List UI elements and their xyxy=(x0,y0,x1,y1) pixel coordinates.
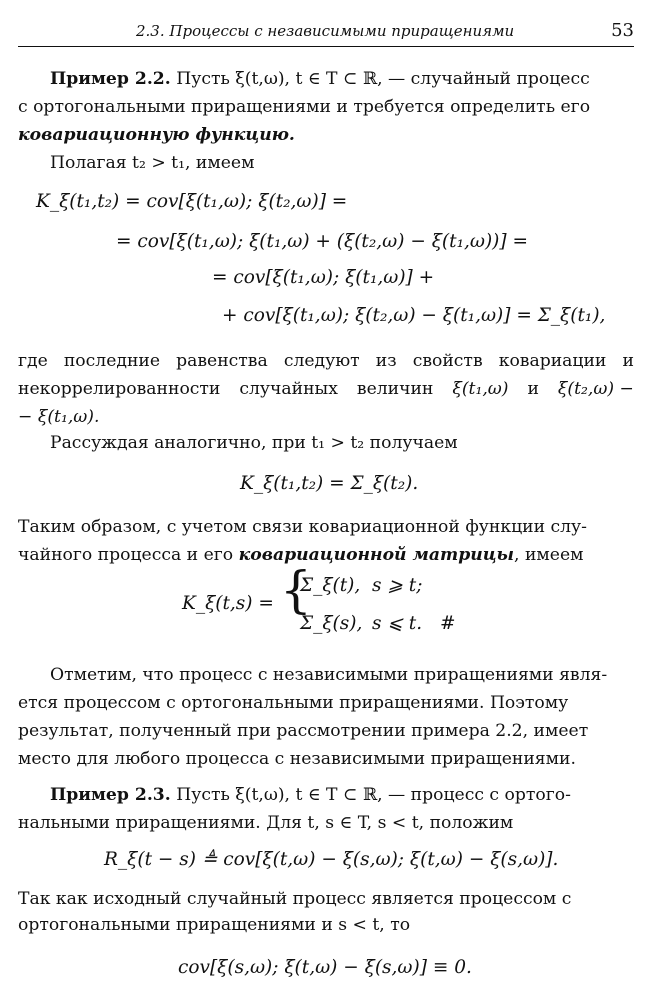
word: равенства xyxy=(176,351,268,371)
covariance-matrix-term: ковариационной матрицы xyxy=(238,545,515,565)
remark-line-1: Отметим, что процесс с независимыми приращениями явля- xyxy=(50,665,608,685)
definition-equation: R_ξ(t − s) ≜ cov[ξ(t,ω) − ξ(s,ω); ξ(t,ω) − ξ(s,ω)]. xyxy=(104,849,559,870)
case-1-value: Σ_ξ(t), xyxy=(300,575,361,596)
equation-2: = cov[ξ(t₁,ω); ξ(t₁,ω) + (ξ(t₂,ω) − ξ(t₁,ω))] = xyxy=(116,231,528,252)
word: и xyxy=(622,351,634,371)
case-lhs: K_ξ(t,s) = xyxy=(182,593,274,614)
example-2-3-line2: нальными приращениями. Для t, s ∈ T, s < t, положим xyxy=(18,813,514,833)
case-2-condition: s ⩽ t. xyxy=(372,613,423,634)
word: величин xyxy=(356,379,434,399)
conclusion-text-a: чайного процесса и его xyxy=(18,545,234,565)
word: ковариации xyxy=(498,351,607,371)
conclusion-line-1: Таким образом, с учетом связи ковариационной функции слу- xyxy=(18,517,587,537)
remark-line-4: место для любого процесса с независимыми приращениями. xyxy=(18,749,576,769)
word: и xyxy=(527,379,539,399)
covariance-function-term: ковариационную функцию. xyxy=(18,125,295,145)
example-2-3-label: Пример 2.3. xyxy=(50,785,171,805)
final-equation: cov[ξ(s,ω); ξ(t,ω) − ξ(s,ω)] ≡ 0. xyxy=(178,957,472,978)
word: следуют xyxy=(283,351,360,371)
remark-line-3: результат, полученный при рассмотрении примера 2.2, имеет xyxy=(18,721,589,741)
word: где xyxy=(18,351,48,371)
example-2-2-intro xyxy=(50,68,590,90)
conclusion-text-b: , имеем xyxy=(514,545,584,565)
analog-line: Рассуждая аналогично, при t₁ > t₂ получаем xyxy=(50,433,458,453)
xi-t2: ξ(t₂,ω) − xyxy=(557,379,634,399)
equation-4: + cov[ξ(t₁,ω); ξ(t₂,ω) − ξ(t₁,ω)] = Σ_ξ(t₁), xyxy=(222,305,606,326)
assumption-line: Полагая t₂ > t₁, имеем xyxy=(50,153,255,173)
example-2-2-label: Пример 2.2. xyxy=(50,69,171,89)
example-2-3-line4: ортогональными приращениями и s < t, то xyxy=(18,915,411,935)
case-2-value: Σ_ξ(s), xyxy=(300,613,363,634)
case-1-condition: s ⩾ t; xyxy=(372,575,423,596)
end-of-example-mark: # xyxy=(440,613,456,634)
example-2-2-intro-text: Пусть ξ(t,ω), t ∈ T ⊂ ℝ, — случайный процесс xyxy=(176,69,590,89)
equation-3: = cov[ξ(t₁,ω); ξ(t₁,ω)] + xyxy=(212,267,435,288)
page-number: 53 xyxy=(611,20,634,41)
explanation-line-1 xyxy=(18,350,634,372)
header-title: 2.3. Процессы с независимыми приращениями xyxy=(136,22,515,40)
case-brace: { xyxy=(280,561,312,619)
word: некоррелированности xyxy=(18,379,221,399)
equation-1: K_ξ(t₁,t₂) = cov[ξ(t₁,ω); ξ(t₂,ω)] = xyxy=(36,191,348,212)
explanation-line-2 xyxy=(18,378,634,400)
example-2-3-intro-text: Пусть ξ(t,ω), t ∈ T ⊂ ℝ, — процесс с ортого- xyxy=(176,785,571,805)
word: свойств xyxy=(412,351,483,371)
example-2-3-intro xyxy=(50,784,571,806)
word: случайных xyxy=(239,379,338,399)
word: из xyxy=(375,351,397,371)
equation-5: K_ξ(t₁,t₂) = Σ_ξ(t₂). xyxy=(240,473,419,494)
explanation-line-3: − ξ(t₁,ω). xyxy=(18,407,100,427)
example-2-2-line2: с ортогональными приращениями и требуется определить его xyxy=(18,97,591,117)
xi-t1: ξ(t₁,ω) xyxy=(452,379,509,399)
example-2-3-line3: Так как исходный случайный процесс является процессом с xyxy=(18,889,572,909)
running-header xyxy=(18,18,634,47)
remark-line-2: ется процессом с ортогональными приращениями. Поэтому xyxy=(18,693,569,713)
word: последние xyxy=(63,351,161,371)
